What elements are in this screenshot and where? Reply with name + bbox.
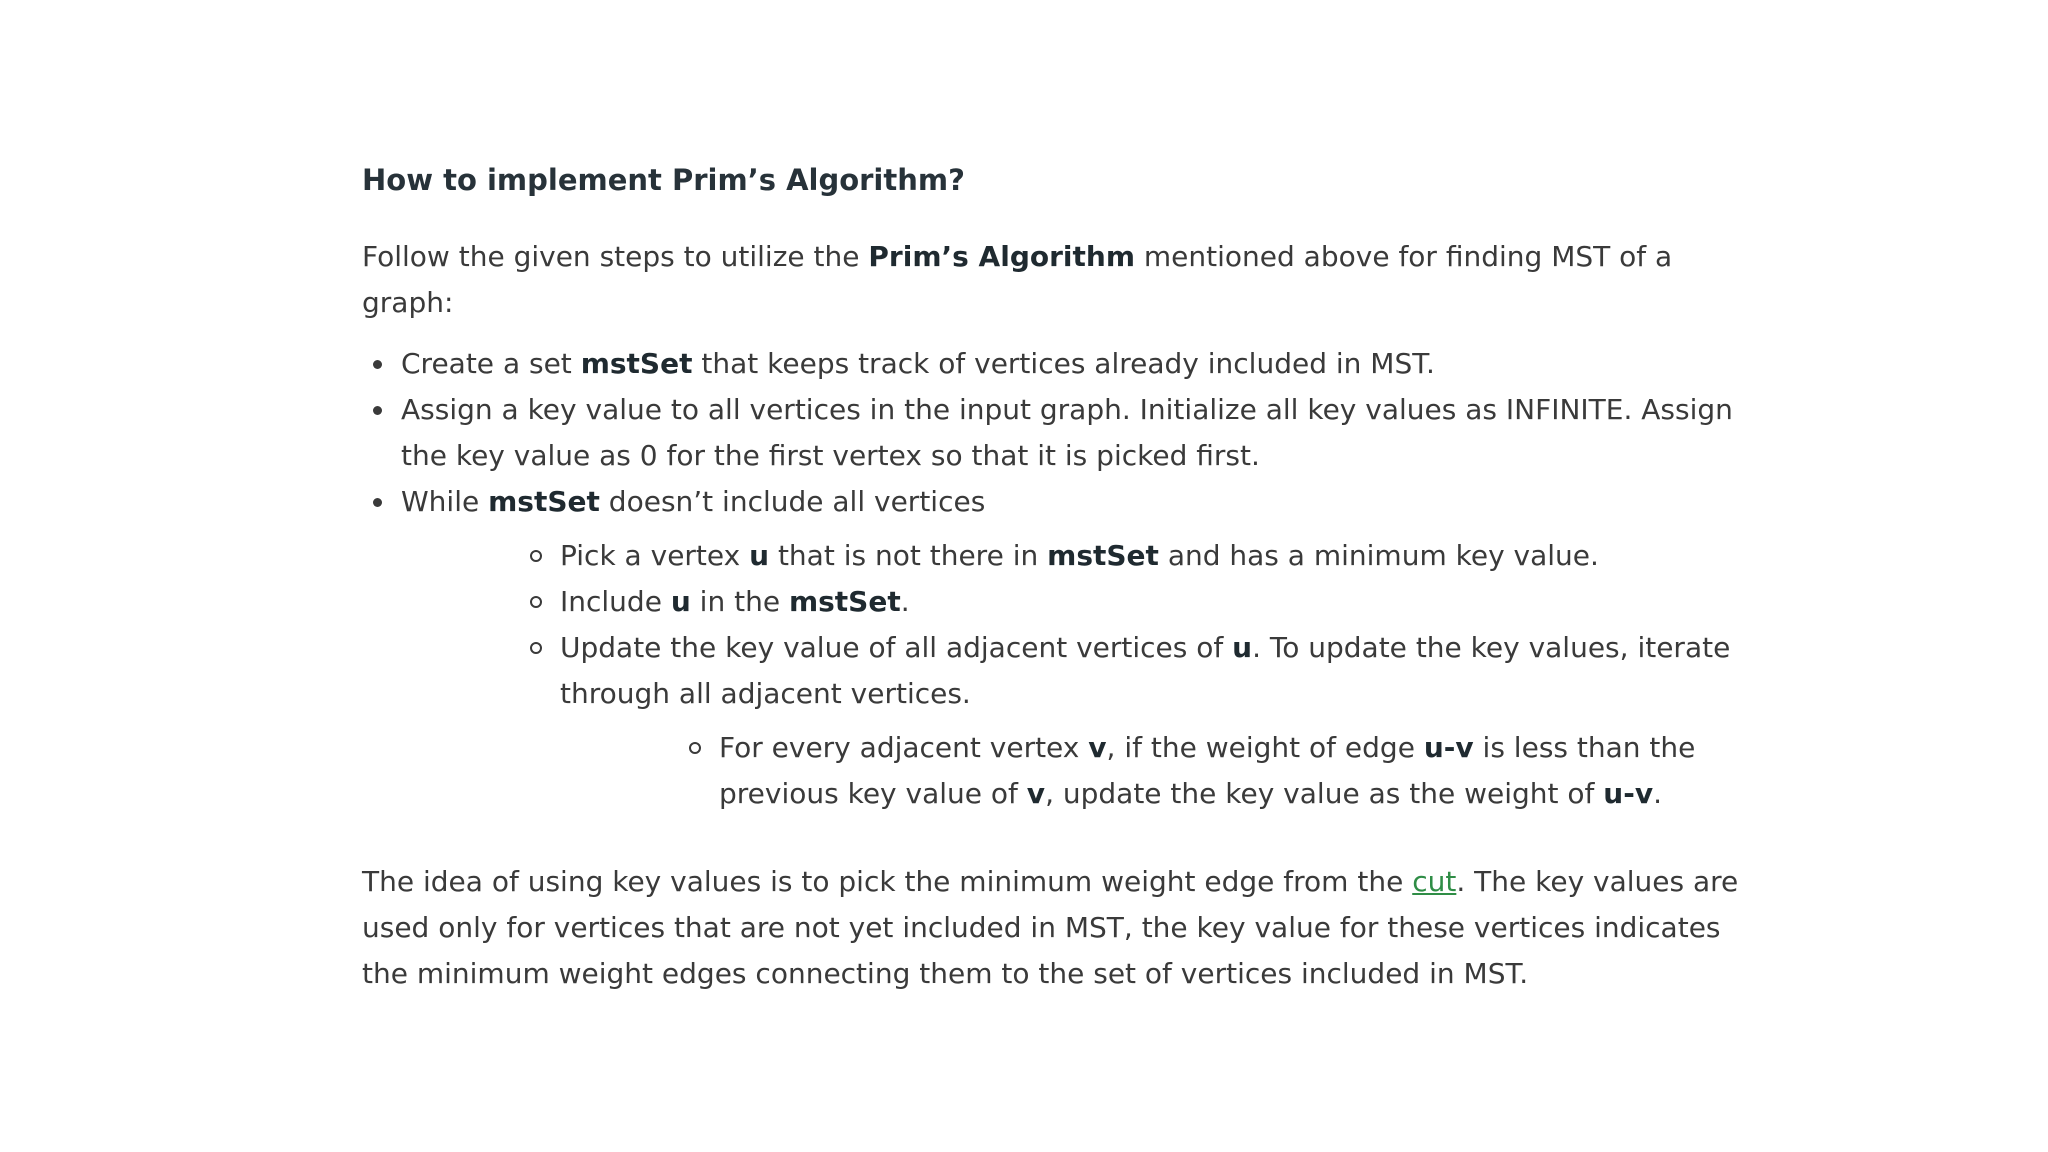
step-bold: mstSet (580, 347, 693, 380)
nested-text: For every adjacent vertex (719, 731, 1089, 764)
intro-text-before: Follow the given steps to utilize the (362, 240, 869, 273)
nested-text: , update the key value as the weight of (1045, 777, 1604, 810)
bullet-circle-icon (530, 642, 542, 654)
section-heading: How to implement Prim’s Algorithm? (362, 163, 965, 197)
bullet-disc-icon (373, 498, 382, 507)
nested-text: . (1653, 777, 1662, 810)
substep-text: and has a minimum key value. (1158, 539, 1599, 572)
bullet-circle-icon (530, 550, 542, 562)
intro-paragraph (362, 234, 1742, 326)
substep-text: Include (560, 585, 671, 618)
bullet-disc-icon (373, 406, 382, 415)
bullet-disc-icon (373, 360, 382, 369)
nested-bold: u-v (1603, 777, 1654, 810)
nested-substeps-list (679, 725, 1742, 817)
substep-bold: mstSet (788, 585, 901, 618)
nested-bold: v (1088, 731, 1107, 764)
list-item (679, 725, 1742, 817)
step-text: Create a set (401, 347, 581, 380)
substeps-list (520, 533, 1742, 817)
substep-text: in the (690, 585, 789, 618)
list-item (520, 533, 1742, 579)
step-bold: mstSet (488, 485, 600, 518)
list-item (362, 341, 1742, 387)
step-text: that keeps track of vertices already included in MST. (692, 347, 1435, 380)
intro-bold-algorithm: Prim’s Algorithm (868, 240, 1135, 273)
article (362, 150, 1742, 997)
substep-text: . To update the key values, iterate through all adjacent vertices. (560, 631, 1731, 710)
list-item (520, 579, 1742, 625)
nested-bold: v (1026, 777, 1046, 810)
closing-paragraph (362, 859, 1742, 997)
nested-text: is less than the previous key value of (719, 731, 1696, 810)
substep-bold: mstSet (1047, 539, 1159, 572)
substep-text: . (900, 585, 910, 618)
substep-bold: u (749, 539, 770, 572)
step-text: While (401, 485, 489, 518)
bullet-circle-icon (689, 742, 701, 754)
closing-text-after: . The key values are used only for vertices that are not yet included in MST, the key value for these vertices indicates the minimum weight edges connecting them to the set of vertices included in MST. (362, 865, 1739, 990)
bullet-circle-icon (530, 596, 542, 608)
nested-bold: u-v (1423, 731, 1474, 764)
substep-text: Pick a vertex (560, 539, 750, 572)
substep-bold: u (670, 585, 691, 618)
cut-link[interactable]: cut (1412, 865, 1457, 898)
list-item (520, 625, 1742, 817)
list-item (362, 387, 1742, 479)
intro-text-after: mentioned above for finding MST of a graph: (362, 240, 1673, 319)
closing-text-before: The idea of using key values is to pick the minimum weight edge from the (362, 865, 1413, 898)
substep-text: Update the key value of all adjacent vertices of (560, 631, 1233, 664)
step-text: Assign a key value to all vertices in the input graph. Initialize all key values as INFINITE. Assign the key value as 0 for the first vertex so that it is picked first. (401, 393, 1733, 472)
steps-list (362, 341, 1742, 817)
step-text: doesn’t include all vertices (599, 485, 986, 518)
nested-text: , if the weight of edge (1106, 731, 1424, 764)
substep-text: that is not there in (769, 539, 1048, 572)
list-item (362, 479, 1742, 817)
substep-bold: u (1232, 631, 1253, 664)
